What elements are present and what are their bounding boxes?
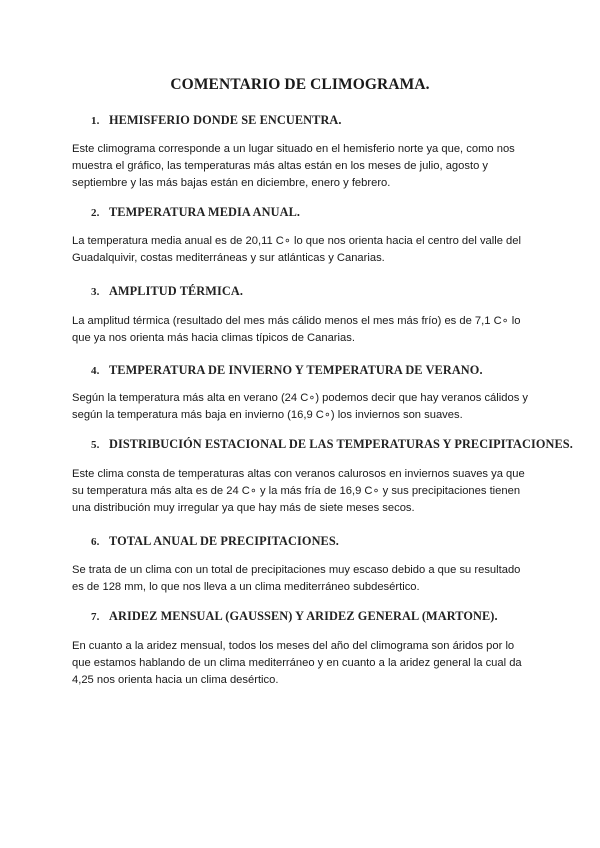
- section-body-1: Este climograma corresponde a un lugar situado en el hemisferio norte ya que, como nos muestra el gráfico, las temperaturas más altas están en los meses de julio, agosto y septiembre y las más bajas están en diciembre, enero y febrero.: [72, 143, 515, 189]
- section-heading-5: [91, 437, 573, 452]
- section-body-5: Este clima consta de temperaturas altas con veranos calurosos en inviernos suaves ya que su temperatura más alta es de 24 C∘ y la más fría de 16,9 C∘ y sus precipitaciones tienen una distribución muy irregular ya que hay más de siete meses secos.: [72, 468, 525, 514]
- section-number-5: 5.: [91, 439, 100, 451]
- section-heading-text-6: TOTAL ANUAL DE PRECIPITACIONES.: [109, 534, 339, 548]
- section-heading-2: [91, 205, 300, 220]
- section-body-6: Se trata de un clima con un total de precipitaciones muy escaso debido a que su resultado es de 128 mm, lo que nos lleva a un clima mediterráneo subdesértico.: [72, 564, 521, 593]
- section-number-6: 6.: [91, 536, 100, 548]
- section-number-2: 2.: [91, 207, 100, 219]
- section-heading-7: [91, 609, 498, 624]
- section-number-1: 1.: [91, 115, 100, 127]
- section-heading-6: [91, 534, 339, 549]
- section-heading-text-1: HEMISFERIO DONDE SE ENCUENTRA.: [109, 113, 342, 127]
- section-body-7: En cuanto a la aridez mensual, todos los meses del año del climograma son áridos por lo que estamos hablando de un clima mediterráneo y en cuanto a la aridez general la cual da 4,25 nos orienta hacia un clima desértico.: [72, 640, 522, 686]
- section-heading-text-2: TEMPERATURA MEDIA ANUAL.: [109, 205, 301, 219]
- section-heading-text-5: DISTRIBUCIÓN ESTACIONAL DE LAS TEMPERATURAS Y PRECIPITACIONES.: [109, 437, 573, 451]
- section-heading-text-3: AMPLITUD TÉRMICA.: [109, 284, 244, 298]
- section-heading-4: [91, 363, 483, 378]
- section-number-7: 7.: [91, 611, 100, 623]
- section-heading-text-4: TEMPERATURA DE INVIERNO Y TEMPERATURA DE VERANO.: [109, 363, 483, 377]
- section-number-3: 3.: [91, 286, 100, 298]
- section-heading-1: [91, 113, 342, 128]
- section-heading-text-7: ARIDEZ MENSUAL (GAUSSEN) Y ARIDEZ GENERAL (MARTONE).: [109, 609, 498, 623]
- section-body-4: Según la temperatura más alta en verano (24 C∘) podemos decir que hay veranos cálidos y según la temperatura más baja en invierno (16,9 C∘) los inviernos son suaves.: [72, 392, 528, 421]
- section-heading-3: [91, 284, 243, 299]
- section-body-3: La amplitud térmica (resultado del mes más cálido menos el mes más frío) es de 7,1 C∘ lo que ya nos orienta más hacia climas típicos de Canarias.: [72, 315, 521, 344]
- section-body-2: La temperatura media anual es de 20,11 C∘ lo que nos orienta hacia el centro del valle del Guadalquivir, costas mediterráneas y sur atlánticas y Canarias.: [72, 235, 521, 264]
- page-title: COMENTARIO DE CLIMOGRAMA.: [170, 76, 430, 93]
- section-number-4: 4.: [91, 365, 100, 377]
